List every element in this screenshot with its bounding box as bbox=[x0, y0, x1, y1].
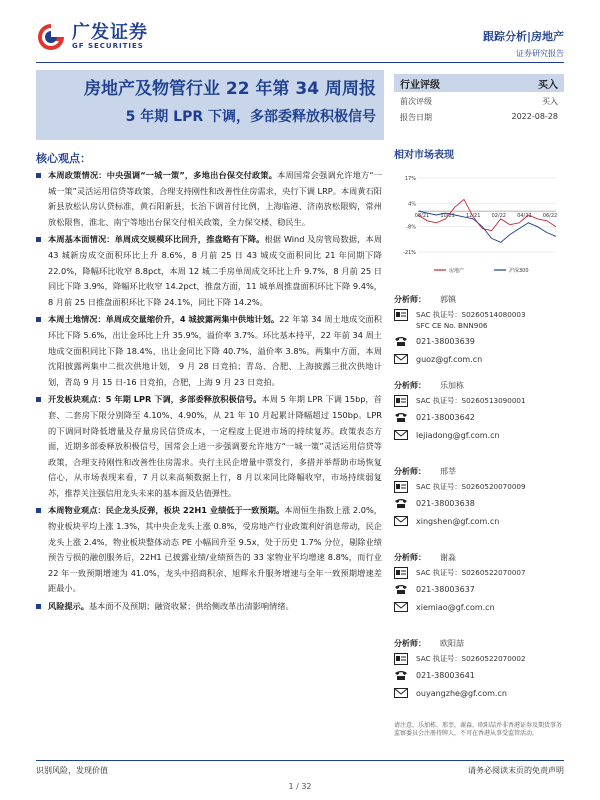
report-type-label: 证券研究报告 bbox=[516, 49, 564, 58]
report-subtitle: 5 年期 LPR 下调，多部委释放积极信号 bbox=[125, 109, 376, 125]
paragraph-body: 根据 Wind 及房管局数据，本周 43 城新房成交面积环比上升 8.6%，8 月前 25 日 43 城成交面积同比 21 年同期下降 22.0%，降幅环比收窄 8.8pct，本周 12 城二手房单周成交环比上升 9.7%，8 月前 25 日同比下降 3.9%，降幅环比收窄 14.2pct，推盘方面，11 城单周推盘面积环比下降 9.4%，8 月前 25 日推盘面积环比下降 24.1%，同比下降 14.2%。 bbox=[48, 234, 382, 307]
x-tick-label: 12/21 bbox=[465, 213, 481, 220]
analyst-phone: 021-38003642 bbox=[416, 412, 475, 422]
analyst-email[interactable]: xingshen@gf.com.cn bbox=[416, 516, 500, 526]
x-tick-label: 06/22 bbox=[542, 213, 558, 220]
x-tick-label: 02/22 bbox=[491, 213, 507, 220]
paragraph-body: 本周恒生指数上涨 2.0%，物业板块平均上涨 1.3%，其中央企龙头上涨 0.8%，受房地产行业政策利好消息带动，民企龙头上涨 2.4%，物业板块整体动态 PE 小幅回升至 9.5x，处于历史 1.7% 分位，剔除业绩预告亏损的融创服务后，22H1 已披露业绩/业绩预告的 33 家物业平均增速 8.8%，而行业 22 年一致预期增速为 41.0%，龙头中招商积余、旭辉永升服务增速与全年一致预期增速差距最小。 bbox=[48, 505, 382, 594]
paragraph-head: 风险提示。 bbox=[48, 601, 89, 612]
prev-rating-label: 前次评级 bbox=[400, 97, 432, 106]
rating-value: 买入 bbox=[538, 79, 558, 91]
report-date-row bbox=[394, 112, 564, 123]
y-tick-label: -21% bbox=[403, 250, 416, 256]
analyst-email[interactable]: guoz@gf.com.cn bbox=[416, 354, 483, 364]
paragraph-policy bbox=[36, 168, 382, 230]
chart-section-title: 相对市场表现 bbox=[394, 150, 454, 161]
analyst-sac: SAC 执证号：S0260522070007 bbox=[416, 568, 526, 577]
y-tick-label: -8% bbox=[406, 224, 416, 231]
key-points-title: 核心观点： bbox=[36, 152, 91, 165]
paragraph-head: 本周基本面情况：单周成交规模环比回升，推盘略有下降。 bbox=[48, 234, 265, 245]
analyst-card bbox=[394, 380, 564, 441]
paragraph-development bbox=[36, 392, 382, 501]
analyst-label: 分析师： bbox=[394, 467, 426, 476]
report-category bbox=[483, 28, 564, 59]
id-card-icon bbox=[394, 567, 408, 579]
analyst-phone: 021-38003638 bbox=[416, 498, 475, 508]
analyst-name: 邢莘 bbox=[440, 467, 456, 476]
paragraph-head: 本周土地情况：单周成交量缩价升，4 城披露两集中供地计划。 bbox=[48, 314, 280, 325]
phone-icon bbox=[394, 335, 408, 347]
analyst-phone: 021-38003639 bbox=[416, 336, 475, 346]
x-tick-label: 08/21 bbox=[414, 213, 430, 220]
paragraph-head: 开发板块观点：5 年期 LPR 下调，多部委释放积极信号。 bbox=[48, 394, 262, 405]
email-icon bbox=[394, 515, 408, 527]
paragraph-body: 本周国常会强调允许地方“一城一策”灵活运用信贷等政策，合理支持刚性和改善性住房需求，央行下调 LRP。本周黄石阳新县放松认房认贷标准，黄石阳新县，长治下调首付比例，上海临港、济南放松限购，常州放松限售，淮北、南宁等地出台保交付相关政策，全力保交楼、稳民生。 bbox=[48, 170, 382, 227]
analyst-label: 分析师： bbox=[394, 381, 426, 390]
previous-rating-row bbox=[394, 96, 564, 107]
analyst-sac: SAC 执证号：S0260520070009 bbox=[416, 482, 526, 491]
id-card-icon bbox=[394, 653, 408, 665]
analyst-sfc: SFC CE No. BNN906 bbox=[416, 321, 488, 330]
id-card-icon bbox=[394, 395, 408, 407]
x-tick-label: 04/22 bbox=[517, 213, 532, 220]
analyst-email[interactable]: xiemiao@gf.com.cn bbox=[416, 602, 495, 612]
id-card-icon bbox=[394, 481, 408, 493]
analyst-sac: SAC 执证号：S0260522070002 bbox=[416, 654, 526, 663]
logo-cn-text: 广发证券 bbox=[72, 22, 148, 43]
phone-icon bbox=[394, 583, 408, 595]
paragraph-property-mgmt bbox=[36, 503, 382, 597]
analyst-phone: 021-38003641 bbox=[416, 670, 475, 680]
logo-en-text: GF SECURITIES bbox=[72, 42, 144, 50]
rating-label: 行业评级 bbox=[400, 79, 440, 91]
report-date-label: 报告日期 bbox=[400, 113, 432, 122]
email-icon bbox=[394, 601, 408, 613]
legend-label: 沪深300 bbox=[509, 268, 529, 274]
report-date-value: 2022-08-28 bbox=[511, 112, 558, 121]
analyst-label: 分析师： bbox=[394, 295, 426, 304]
prev-rating-value: 买入 bbox=[542, 97, 558, 106]
paragraph-body: 基本面不及预期；融资收紧；供给侧改革出清影响情绪。 bbox=[88, 601, 294, 612]
key-points-list bbox=[36, 168, 382, 617]
id-card-icon bbox=[394, 309, 408, 321]
analyst-label: 分析师： bbox=[394, 639, 426, 648]
company-logo bbox=[36, 22, 148, 52]
footer-slogan: 识别风险，发现价值 bbox=[36, 766, 108, 775]
analyst-sac: SAC 执证号：S0260513090001 bbox=[416, 396, 526, 405]
analyst-card bbox=[394, 552, 564, 613]
relative-performance-chart bbox=[394, 170, 564, 280]
legend-label: 房地产 bbox=[449, 268, 465, 274]
analyst-name: 乐加栋 bbox=[440, 381, 464, 390]
footer-disclaimer-link[interactable]: 请务必阅读末页的免责声明 bbox=[468, 766, 564, 775]
paragraph-body: 22 年第 34 周土地成交面积环比下降 5.6%，出让金环比上升 35.9%，溢价率 3.7%。环比基本持平，22 年前 34 周土地成交面积同比下降 18.4%，出让金同比下降 40.7%，溢价率 3.8%。两集中方面，本周沈阳披露两集中二批次供地计划， 9 月 28 日竞拍；青岛、合肥、上海披露三批次供地计划，青岛 9 月 15 日-16 日竞拍，合肥，上海 9 月 23 日竞拍。 bbox=[48, 314, 382, 387]
email-icon bbox=[394, 429, 408, 441]
analyst-email[interactable]: lejiadong@gf.com.cn bbox=[416, 430, 500, 440]
page-number: 1 / 32 bbox=[288, 782, 312, 791]
paragraph-head: 本周物业观点：民企龙头反弹，板块 22H1 业绩低于一致预期。 bbox=[48, 505, 285, 516]
y-tick-label: 17% bbox=[404, 176, 416, 182]
x-tick-label: 10/21 bbox=[440, 213, 455, 220]
report-title: 房地产及物管行业 22 年第 34 周周报 bbox=[84, 79, 376, 99]
y-tick-label: 4% bbox=[408, 201, 416, 208]
analyst-card bbox=[394, 294, 564, 365]
analyst-name: 谢淼 bbox=[440, 553, 456, 562]
gf-logo-icon bbox=[36, 22, 66, 52]
analyst-card bbox=[394, 466, 564, 527]
paragraph-land bbox=[36, 312, 382, 390]
phone-icon bbox=[394, 497, 408, 509]
footer-divider bbox=[36, 760, 564, 761]
analyst-sac: SAC 执证号：S0260514080003 bbox=[416, 310, 526, 319]
email-icon bbox=[394, 687, 408, 699]
phone-icon bbox=[394, 669, 408, 681]
email-icon bbox=[394, 353, 408, 365]
phone-icon bbox=[394, 411, 408, 423]
analyst-note: 请注意，乐加栋，邢莘，谢淼，欧阳喆并非香港证券及期货事务监察委员会注册持牌人，不可在香港从事受监管活动。 bbox=[394, 722, 563, 737]
analyst-email[interactable]: ouyangzhe@gf.com.cn bbox=[416, 688, 507, 698]
analyst-name: 郭镇 bbox=[440, 295, 456, 304]
rating-header bbox=[394, 74, 564, 92]
analyst-card bbox=[394, 638, 564, 699]
paragraph-body: 本周 5 年期 LPR 下调 15bp，首套、二套房下限分别降至 4.10%、4.90%，从 21 年 10 月起累计降幅超过 150bp。LPR 的下调同时降低增量及存量房民信贷成本，一定程度上促进市场的持续复苏。政策表态方面，近期多部委释放积极信号，国常会上进一步强调要允许地方“一城一策”灵活运用信贷等政策，合理支持刚性和改善性住房需求。央行主民企增量中票发行，多措并举帮助市场恢复信心，从市场表现来看，7 月以来高频数据上行，8 月以来同比降幅收窄，市场持续弱复苏，推荐关注强信用龙头未来的基本面及估值弹性。 bbox=[48, 394, 382, 498]
analyst-name: 欧阳喆 bbox=[440, 639, 464, 648]
paragraph-head: 本周政策情况：中央强调“一城一策”，多地出台保交付政策。 bbox=[48, 170, 278, 180]
header-divider bbox=[36, 62, 564, 63]
paragraph-risk bbox=[36, 599, 382, 615]
category-label: 跟踪分析|房地产 bbox=[482, 30, 564, 43]
analyst-label: 分析师： bbox=[394, 553, 426, 562]
paragraph-fundamentals bbox=[36, 232, 382, 310]
analyst-phone: 021-38003637 bbox=[416, 584, 475, 594]
